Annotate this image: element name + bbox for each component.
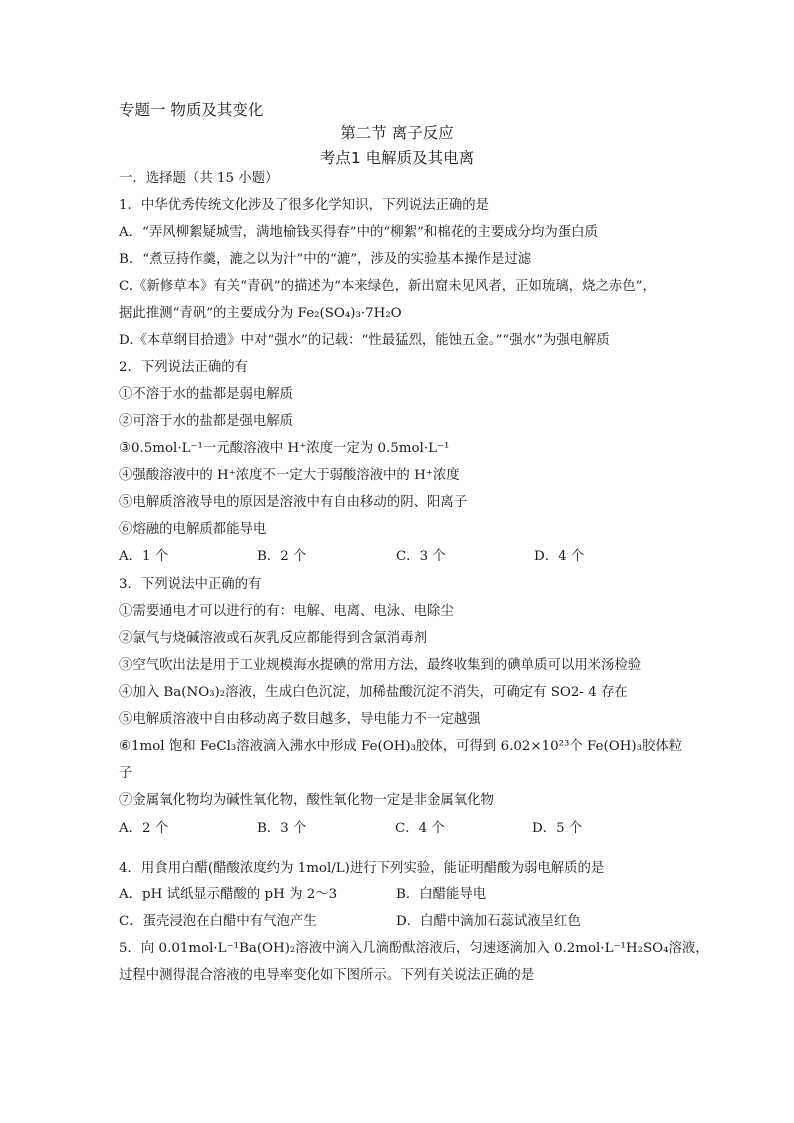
q4-option-d: D．白醋中滴加石蕊试液呈红色: [396, 914, 581, 929]
q4-option-c: C．蛋壳浸泡在白醋中有气泡产生: [119, 914, 317, 929]
q2-option-b: B．2 个: [257, 549, 307, 564]
q5-stem-cont: 过程中测得混合溶液的电导率变化如下图所示。下列有关说法正确的是: [119, 968, 535, 983]
q5-stem: 5．向 0.01mol·L⁻¹Ba(OH)₂溶液中滴入几滴酚酞溶液后，匀速逐滴加入 0.2mol·L⁻¹H₂SO₄溶液，: [119, 941, 709, 956]
q4-option-a: A．pH 试纸显示醋酸的 pH 为 2～3: [119, 887, 338, 902]
q3-statement-2: ②氯气与烧碱溶液或石灰乳反应都能得到含氯消毒剂: [119, 631, 427, 646]
q2-statement-5: ⑤电解质溶液导电的原因是溶液中有自由移动的阴、阳离子: [119, 495, 468, 510]
q3-statement-4: ④加入 Ba(NO₃)₂溶液，生成白色沉淀，加稀盐酸沉淀不消失，可确定有 SO2- 4 存在: [119, 685, 628, 700]
q3-option-b: B．3 个: [257, 821, 307, 836]
q1-option-c-cont: 据此推测“青矾”的主要成分为 Fe₂(SO₄)₃·7H₂O: [119, 306, 402, 321]
q1-option-b: B．“煮豆持作羹，漉之以为汁”中的“漉”，涉及的实验基本操作是过滤: [119, 252, 532, 267]
q3-option-d: D．5 个: [532, 821, 583, 836]
point-title: 考点1 电解质及其电离: [319, 149, 475, 167]
q2-option-a: A．1 个: [119, 549, 169, 564]
q2-statement-6: ⑥熔融的电解质都能导电: [119, 522, 267, 537]
q2-statement-4: ④强酸溶液中的 H⁺浓度不一定大于弱酸溶液中的 H⁺浓度: [119, 468, 460, 483]
q1-option-d: D.《本草纲目拾遗》中对“强水”的记载：“性最猛烈，能蚀五金。”“强水”为强电解质: [119, 333, 610, 348]
q3-option-a: A．2 个: [119, 821, 169, 836]
q1-stem: 1．中华优秀传统文化涉及了很多化学知识，下列说法正确的是: [119, 198, 490, 213]
q4-stem: 4．用食用白醋(醋酸浓度约为 1mol/L)进行下列实验，能证明醋酸为弱电解质的是: [119, 861, 605, 876]
q3-stem: 3．下列说法中正确的有: [119, 577, 262, 592]
q4-option-b: B．白醋能导电: [396, 887, 487, 902]
q2-statement-3: ③0.5mol·L⁻¹一元酸溶液中 H⁺浓度一定为 0.5mol·L⁻¹: [119, 441, 450, 456]
q3-statement-6: ⑥1mol 饱和 FeCl₃溶液滴入沸水中形成 Fe(OH)₃胶体，可得到 6.02×10²³个 Fe(OH)₃胶体粒: [119, 739, 683, 754]
q3-statement-5: ⑤电解质溶液中自由移动离子数目越多，导电能力不一定越强: [119, 712, 481, 727]
q3-statement-7: ⑦金属氧化物均为碱性氧化物，酸性氧化物一定是非金属氧化物: [119, 793, 494, 808]
q2-statement-1: ①不溶于水的盐都是弱电解质: [119, 387, 294, 402]
q3-statement-3: ③空气吹出法是用于工业规模海水提碘的常用方法，最终收集到的碘单质可以用米汤检验: [119, 658, 642, 673]
part-heading: 一．选择题（共 15 小题）: [119, 171, 279, 186]
q1-option-a: A．“弄风柳絮疑城雪，满地榆钱买得春”中的“柳絮”和棉花的主要成分均为蛋白质: [119, 225, 598, 240]
q3-statement-1: ①需要通电才可以进行的有：电解、电离、电泳、电除尘: [119, 604, 454, 619]
q2-statement-2: ②可溶于水的盐都是强电解质: [119, 414, 294, 429]
section-title: 第二节 离子反应: [340, 124, 454, 142]
q1-option-c: C.《新修草本》有关“青矾”的描述为“本来绿色，新出窟未见风者，正如琉璃，烧之赤色”，: [119, 279, 656, 294]
q2-option-c: C．3 个: [396, 549, 446, 564]
q2-stem: 2．下列说法正确的有: [119, 360, 249, 375]
q2-option-d: D．4 个: [534, 549, 585, 564]
q3-statement-6-cont: 子: [119, 766, 133, 781]
topic-title: 专题一 物质及其变化: [119, 101, 264, 119]
q3-option-c: C．4 个: [395, 821, 445, 836]
